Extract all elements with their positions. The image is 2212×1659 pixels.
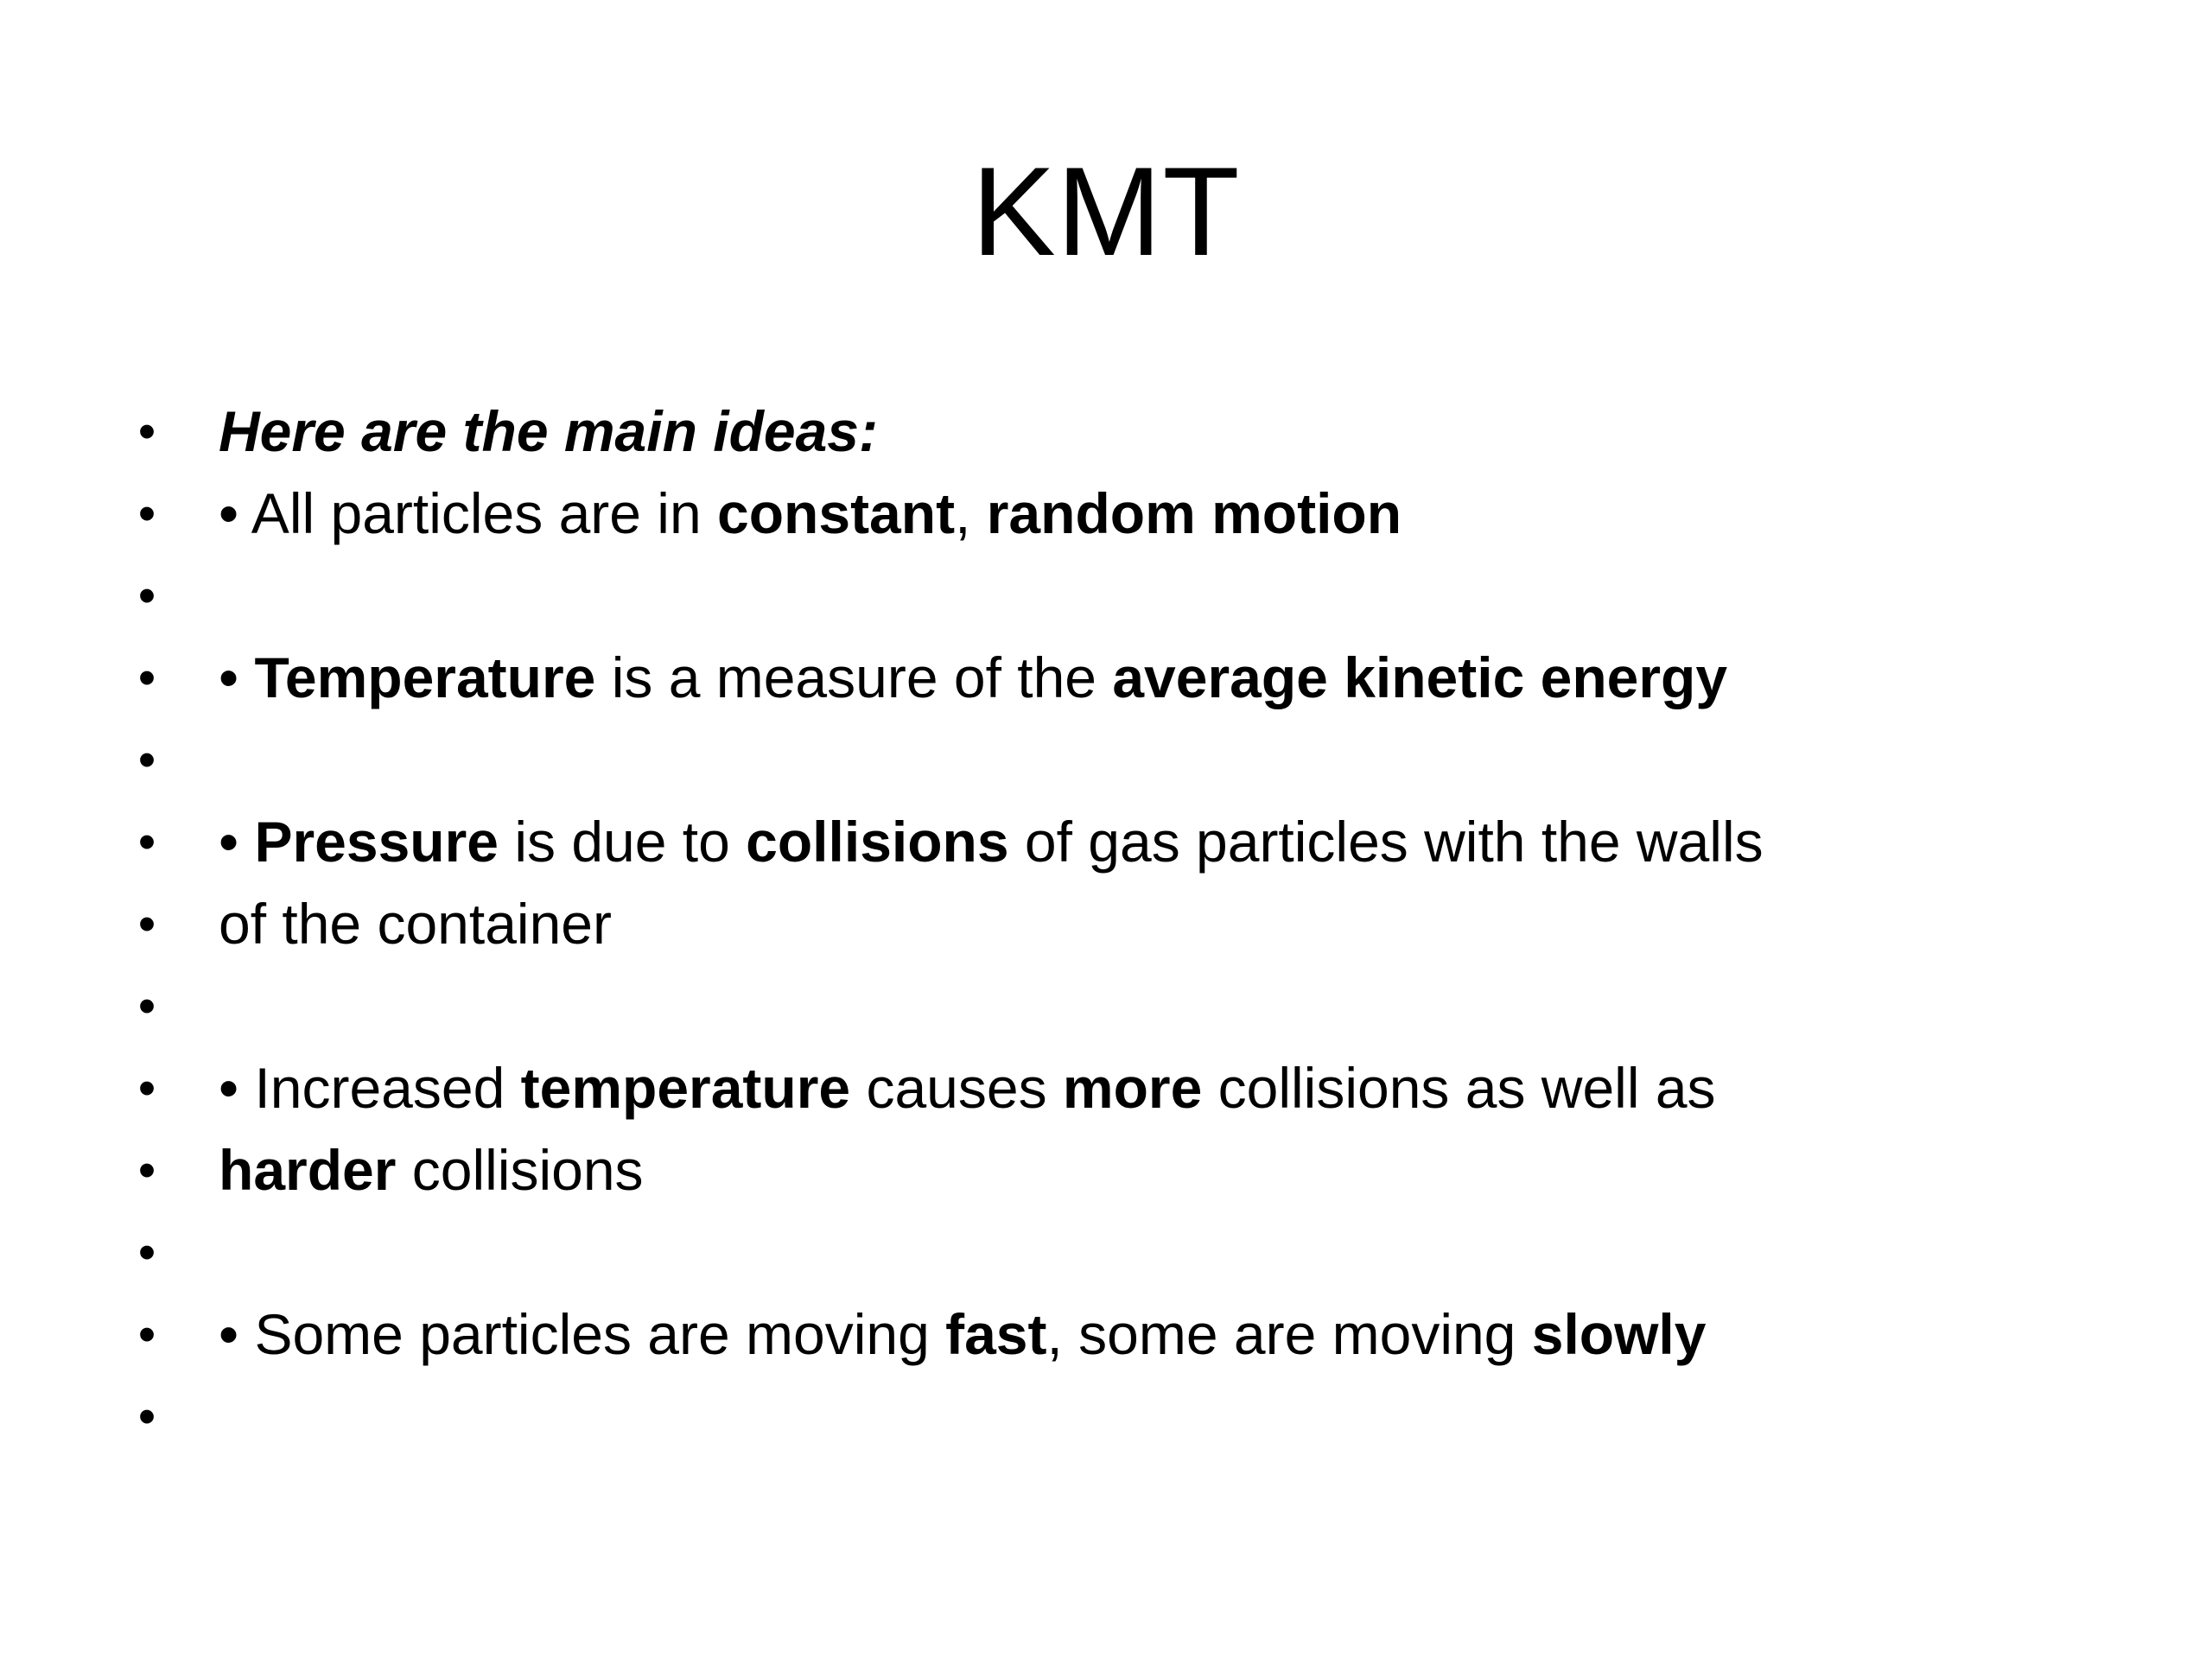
bullet-text — [219, 645, 1727, 709]
bullet-marker: • — [137, 486, 156, 542]
bullet-text — [219, 481, 1402, 545]
text-run: • — [219, 810, 255, 874]
bullet-marker: • — [137, 1389, 156, 1445]
emphasis-run: constant — [717, 481, 956, 545]
text-run: collisions — [396, 1138, 644, 1202]
emphasis-run: slowly — [1531, 1302, 1707, 1366]
text-run: is due to — [498, 810, 747, 874]
emphasis-run: Here are the main ideas: — [219, 399, 878, 463]
emphasis-run: harder — [219, 1138, 397, 1202]
bullet-line — [130, 1376, 2117, 1458]
bullet-line — [130, 637, 2117, 719]
text-run: of gas particles with the walls — [1008, 810, 1764, 874]
emphasis-run: Temperature — [254, 645, 596, 709]
emphasis-run: fast — [945, 1302, 1047, 1366]
bullet-line — [130, 719, 2117, 801]
bullet-marker: • — [137, 814, 156, 870]
bullet-text — [219, 892, 612, 956]
bullet-line — [130, 1047, 2117, 1129]
text-run: • All particles are in — [219, 481, 718, 545]
bullet-marker: • — [137, 650, 156, 706]
bullet-text — [219, 1056, 1716, 1120]
bullet-text — [219, 1138, 644, 1202]
bullet-line — [130, 555, 2117, 637]
bullet-line — [130, 473, 2117, 555]
bullet-marker: • — [137, 978, 156, 1034]
bullet-marker: • — [137, 1224, 156, 1281]
emphasis-run: random motion — [986, 481, 1402, 545]
emphasis-run: Pressure — [254, 810, 499, 874]
bullet-marker: • — [137, 1306, 156, 1363]
emphasis-run: collisions — [746, 810, 1009, 874]
text-run: is a measure of the — [595, 645, 1113, 709]
bullet-marker: • — [137, 732, 156, 788]
text-run: collisions as well as — [1202, 1056, 1716, 1120]
bullet-marker: • — [137, 1060, 156, 1116]
text-run: • Some particles are moving — [219, 1302, 946, 1366]
emphasis-run: temperature — [520, 1056, 851, 1120]
emphasis-run: average kinetic energy — [1112, 645, 1728, 709]
bullet-text — [219, 399, 878, 463]
bullet-marker: • — [137, 1142, 156, 1198]
slide-title: KMT — [971, 141, 1241, 282]
bullet-text — [219, 1302, 1706, 1366]
bullet-list — [130, 391, 2117, 1458]
text-run: • Increased — [219, 1056, 521, 1120]
bullet-line — [130, 1129, 2117, 1211]
bullet-line — [130, 883, 2117, 965]
bullet-marker: • — [137, 404, 156, 460]
text-run: , some are moving — [1046, 1302, 1532, 1366]
text-run: • — [219, 645, 255, 709]
text-run: of the container — [219, 892, 612, 956]
bullet-marker: • — [137, 896, 156, 952]
bullet-line — [130, 965, 2117, 1047]
bullet-line — [130, 1211, 2117, 1294]
bullet-line — [130, 1294, 2117, 1376]
text-run: , — [955, 481, 987, 545]
text-run: causes — [850, 1056, 1063, 1120]
bullet-line — [130, 391, 2117, 473]
bullet-marker: • — [137, 568, 156, 624]
bullet-text — [219, 810, 1764, 874]
emphasis-run: more — [1062, 1056, 1203, 1120]
bullet-line — [130, 801, 2117, 883]
